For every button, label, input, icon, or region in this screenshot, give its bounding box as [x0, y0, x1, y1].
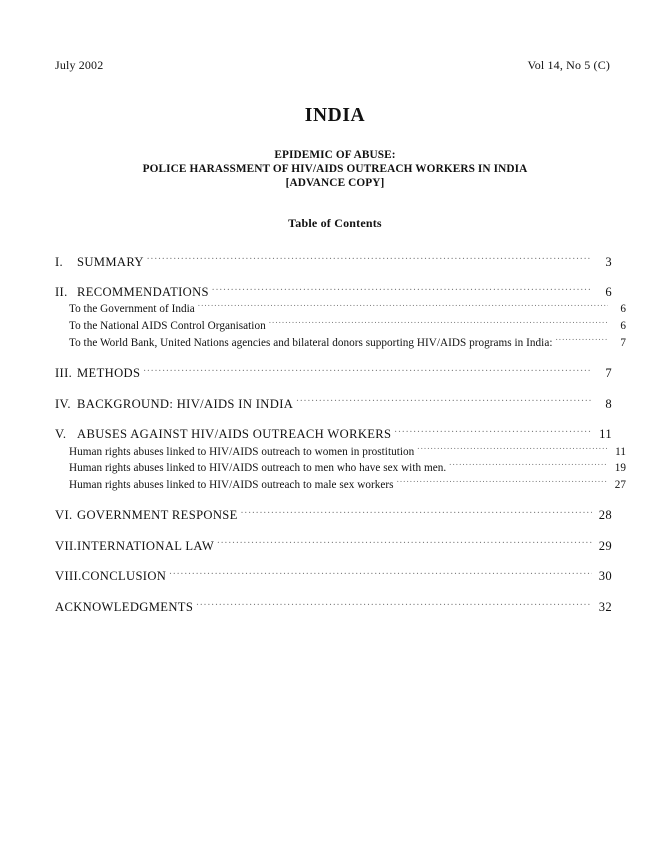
- toc-entry-page: 29: [598, 538, 612, 553]
- subtitle-line-3: [ADVANCE COPY]: [285, 177, 385, 190]
- dot-leader: [449, 460, 608, 471]
- toc-entry-label: [55, 538, 216, 555]
- toc-entry-page: 11: [599, 427, 612, 442]
- toc-entry-page: 7: [605, 366, 612, 381]
- toc-group: [55, 395, 612, 413]
- toc-entry-page: 6: [605, 285, 612, 300]
- toc-entry-title: BACKGROUND: HIV/AIDS IN INDIA: [77, 396, 294, 411]
- toc-entry-number: IV.: [55, 396, 71, 411]
- dot-leader: [196, 598, 592, 611]
- dot-leader: [143, 365, 592, 378]
- toc-subentry-label: Human rights abuses linked to HIV/AIDS outreach to male sex workers: [69, 479, 394, 492]
- toc-entry-title: ABUSES AGAINST HIV/AIDS OUTREACH WORKERS: [77, 427, 392, 442]
- toc-entry-label: [55, 284, 211, 301]
- toc-entry-title: METHODS: [77, 366, 141, 381]
- table-of-contents: [55, 253, 626, 616]
- issue-date: July 2002: [55, 58, 104, 72]
- toc-subentry-label: Human rights abuses linked to HIV/AIDS outreach to men who have sex with men.: [69, 462, 447, 475]
- dot-leader: [212, 284, 592, 297]
- toc-subentry[interactable]: [55, 477, 626, 494]
- toc-entry[interactable]: [55, 598, 612, 616]
- document-subtitle: [0, 148, 670, 191]
- dot-leader: [169, 568, 592, 581]
- dot-leader: [217, 537, 592, 550]
- dot-leader: [198, 301, 608, 312]
- toc-group: [55, 365, 612, 383]
- toc-entry-number: III.: [55, 366, 73, 381]
- toc-subentry-page: 27: [614, 479, 626, 492]
- dot-leader: [269, 318, 608, 329]
- toc-subentry[interactable]: [55, 443, 626, 460]
- toc-subentry-label: Human rights abuses linked to HIV/AIDS outreach to women in prostitution: [69, 445, 415, 458]
- toc-entry-number: VI.: [55, 508, 73, 523]
- running-head: [55, 58, 610, 73]
- toc-entry-label: [55, 599, 195, 616]
- toc-subentry-label: To the World Bank, United Nations agencies and bilateral donors supporting HIV/AIDS programs in India:: [69, 336, 553, 349]
- toc-group: [55, 568, 612, 586]
- toc-entry-number: II.: [55, 285, 68, 300]
- toc-entry-title: GOVERNMENT RESPONSE: [77, 508, 238, 523]
- dot-leader: [147, 253, 592, 266]
- toc-entry-number: VII.: [55, 538, 78, 553]
- toc-subentry-page: 7: [620, 336, 626, 349]
- toc-subentry[interactable]: [55, 460, 626, 477]
- toc-entry-number: I.: [55, 254, 64, 269]
- toc-group: [55, 598, 612, 616]
- dot-leader: [417, 443, 608, 454]
- toc-entry[interactable]: [55, 365, 612, 383]
- toc-subentry-page: 19: [614, 462, 626, 475]
- toc-entry-page: 3: [605, 254, 612, 269]
- toc-group: [55, 507, 612, 525]
- document-title: INDIA: [304, 105, 366, 126]
- toc-entry[interactable]: [55, 426, 612, 444]
- toc-entry-title: RECOMMENDATIONS: [77, 285, 209, 300]
- toc-entry-title: ACKNOWLEDGMENTS: [55, 600, 194, 615]
- toc-subentry[interactable]: [55, 301, 626, 318]
- dot-leader: [296, 395, 592, 408]
- toc-group: [55, 537, 612, 555]
- toc-entry-label: [55, 426, 393, 443]
- toc-subentry-page: 11: [615, 445, 626, 458]
- toc-entry-label: [55, 568, 168, 585]
- volume-issue: Vol 14, No 5 (C): [527, 58, 610, 72]
- subtitle-line-2: POLICE HARASSMENT OF HIV/AIDS OUTREACH WORKERS IN INDIA: [142, 163, 528, 176]
- toc-subentry[interactable]: [55, 318, 626, 335]
- toc-entry-title: CONCLUSION: [81, 569, 167, 584]
- toc-entry-number: VIII.: [55, 569, 82, 584]
- toc-subentry-page: 6: [620, 303, 626, 316]
- toc-entry[interactable]: [55, 507, 612, 525]
- dot-leader: [555, 335, 608, 346]
- toc-entry-page: 8: [605, 396, 612, 411]
- toc-entry-title: INTERNATIONAL LAW: [77, 538, 215, 553]
- toc-entry[interactable]: [55, 568, 612, 586]
- toc-subentry-page: 6: [620, 320, 626, 333]
- toc-entry-label: [55, 365, 142, 382]
- toc-group: [55, 253, 612, 271]
- toc-entry-number: V.: [55, 427, 67, 442]
- toc-entry[interactable]: [55, 395, 612, 413]
- dot-leader: [394, 426, 592, 439]
- toc-subentry[interactable]: [55, 335, 626, 352]
- toc-entry[interactable]: [55, 284, 612, 302]
- toc-entry-label: [55, 254, 146, 271]
- dot-leader: [241, 507, 592, 520]
- dot-leader: [397, 477, 608, 488]
- toc-entry[interactable]: [55, 537, 612, 555]
- toc-entry-page: 32: [598, 600, 612, 615]
- toc-entry-page: 28: [598, 508, 612, 523]
- toc-entry-title: SUMMARY: [77, 254, 144, 269]
- subtitle-line-1: EPIDEMIC OF ABUSE:: [274, 149, 396, 161]
- toc-entry-label: [55, 396, 295, 413]
- table-of-contents-heading: Table of Contents: [288, 216, 382, 230]
- toc-subentry-label: To the National AIDS Control Organisation: [69, 320, 266, 333]
- toc-group: [55, 426, 626, 494]
- toc-subentry-label: To the Government of India: [69, 303, 195, 316]
- toc-entry-page: 30: [598, 569, 612, 584]
- toc-group: [55, 284, 626, 352]
- toc-entry-label: [55, 507, 240, 524]
- toc-entry[interactable]: [55, 253, 612, 271]
